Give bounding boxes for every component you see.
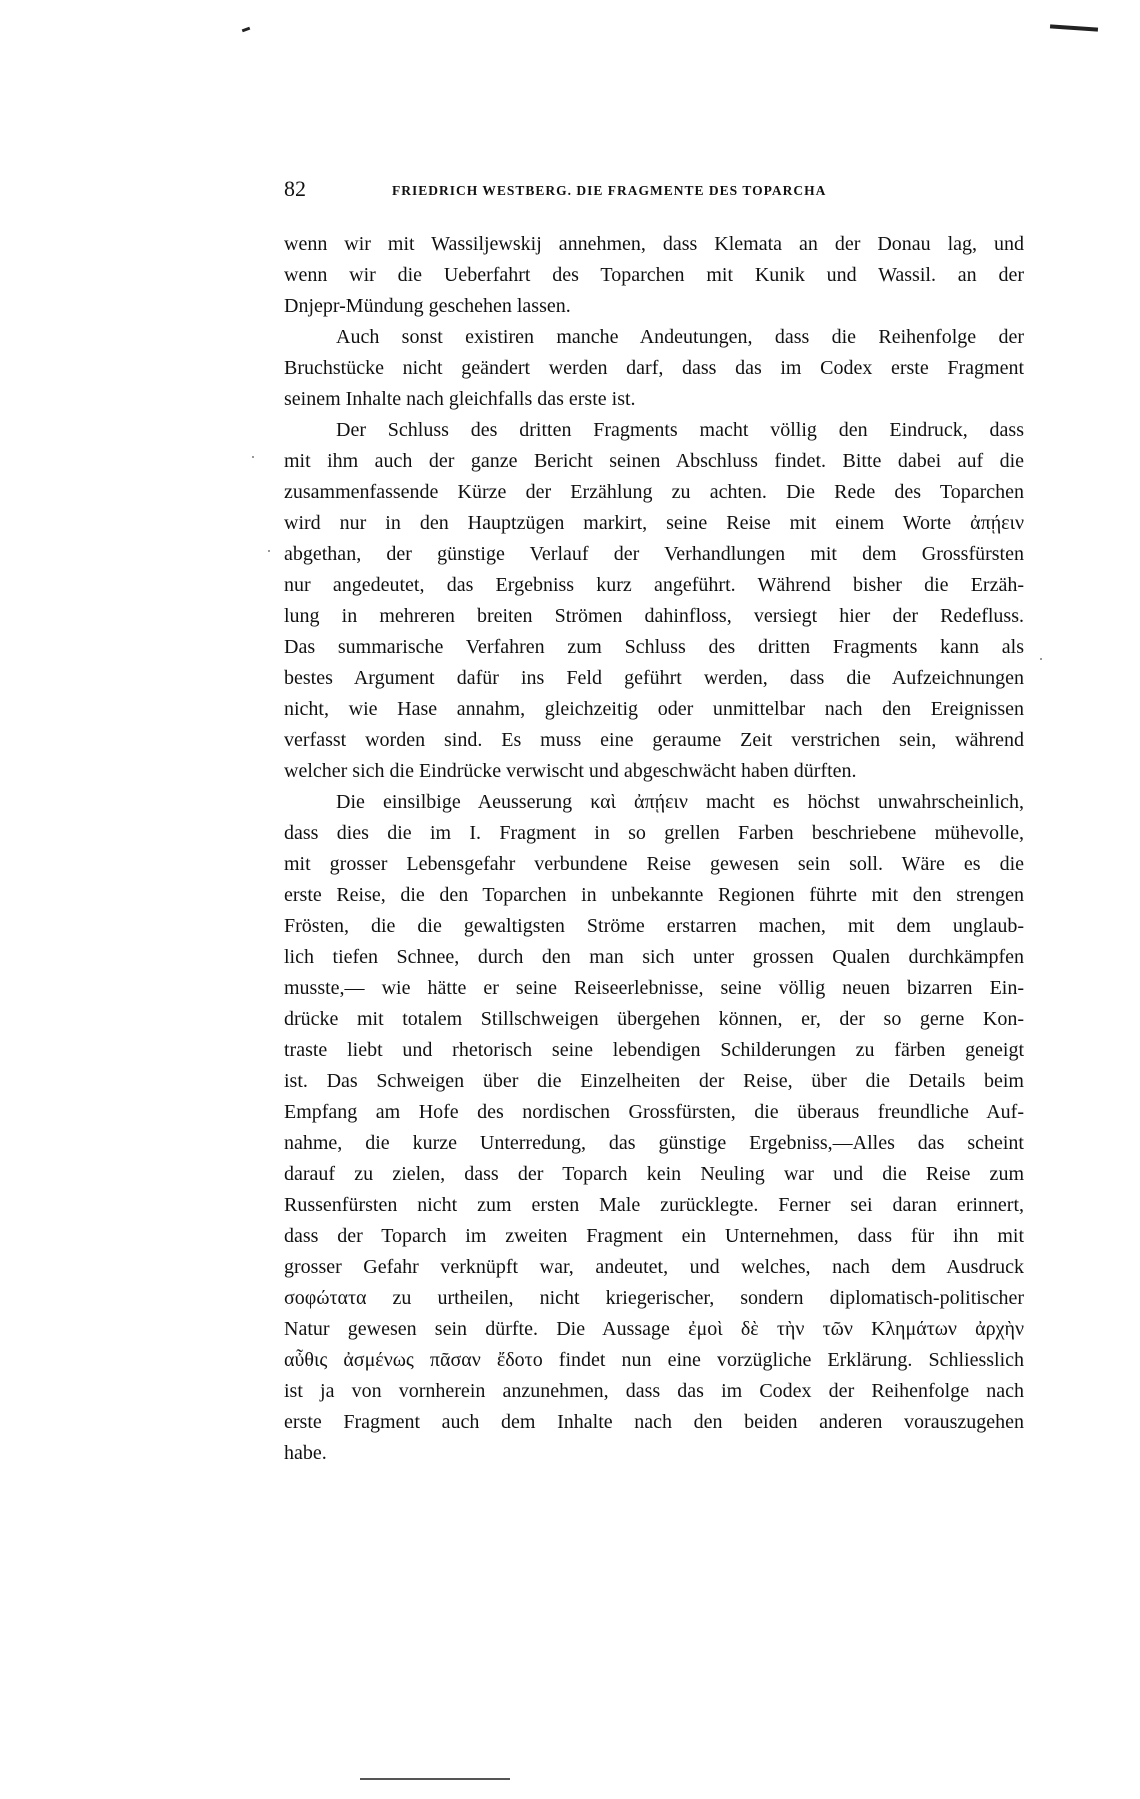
text-line: mit ihm auch der ganze Bericht seinen Abschluss findet. Bitte dabei auf die (284, 450, 1024, 472)
text-line: lich tiefen Schnee, durch den man sich unter grossen Qualen durchkämpfen (284, 946, 1024, 968)
text-line: wenn wir mit Wassiljewskij annehmen, dass Klemata an der Donau lag, und (284, 233, 1024, 255)
body-text (284, 229, 1024, 1469)
text-line: Russenfürsten nicht zum ersten Male zurücklegte. Ferner sei daran erinnert, (284, 1194, 1024, 1216)
text-line: darauf zu zielen, dass der Toparch kein Neuling war und die Reise zum (284, 1163, 1024, 1185)
text-line: musste,— wie hätte er seine Reiseerlebnisse, seine völlig neuen bizarren Ein- (284, 977, 1024, 999)
text-line: nicht, wie Hase annahm, gleichzeitig oder unmittelbar nach den Ereignissen (284, 698, 1024, 720)
text-line: dass der Toparch im zweiten Fragment ein Unternehmen, dass für ihn mit (284, 1225, 1024, 1247)
page-number: 82 (284, 176, 306, 201)
text-line: habe. (284, 1442, 327, 1464)
margin-speck (1040, 658, 1042, 660)
text-line: ist. Das Schweigen über die Einzelheiten der Reise, über die Details beim (284, 1070, 1024, 1092)
text-line: erste Fragment auch dem Inhalte nach den beiden anderen vorauszugehen (284, 1411, 1024, 1433)
text-line: erste Reise, die den Toparchen in unbekannte Regionen führte mit den strengen (284, 884, 1024, 906)
text-line: lung in mehreren breiten Strömen dahinfloss, versiegt hier der Redefluss. (284, 605, 1024, 627)
text-line: dass dies die im I. Fragment in so grellen Farben beschriebene mühevolle, (284, 822, 1024, 844)
text-line: Frösten, die die gewaltigsten Ströme erstarren machen, mit dem unglaub- (284, 915, 1024, 937)
scan-mark (242, 27, 251, 33)
text-line: wenn wir die Ueberfahrt des Toparchen mit Kunik und Wassil. an der (284, 264, 1024, 286)
text-line: wird nur in den Hauptzügen markirt, seine Reise mit einem Worte ἀπῄειν (284, 512, 1024, 534)
text-line: welcher sich die Eindrücke verwischt und abgeschwächt haben dürften. (284, 760, 857, 782)
text-line: grosser Gefahr verknüpft war, andeutet, und welches, nach dem Ausdruck (284, 1256, 1024, 1278)
text-line: drücke mit totalem Stillschweigen übergehen können, er, der so gerne Kon- (284, 1008, 1024, 1030)
text-line: bestes Argument dafür ins Feld geführt werden, dass die Aufzeichnungen (284, 667, 1024, 689)
scan-mark (1050, 24, 1098, 31)
text-line: αὖθις ἀσμένως πᾶσαν ἔδοτο findet nun eine vorzügliche Erklärung. Schliesslich (284, 1349, 1024, 1371)
text-line: Das summarische Verfahren zum Schluss des dritten Fragments kann als (284, 636, 1024, 658)
text-line: nur angedeutet, das Ergebniss kurz angeführt. Während bisher die Erzäh- (284, 574, 1024, 596)
text-line: verfasst worden sind. Es muss eine geraume Zeit verstrichen sein, während (284, 729, 1024, 751)
text-line: seinem Inhalte nach gleichfalls das erste ist. (284, 388, 636, 410)
margin-speck (252, 456, 254, 458)
text-line: Der Schluss des dritten Fragments macht völlig den Eindruck, dass (336, 419, 1024, 441)
footer-rule (360, 1778, 510, 1780)
text-line: abgethan, der günstige Verlauf der Verhandlungen mit dem Grossfürsten (284, 543, 1024, 565)
text-line: Die einsilbige Aeusserung καὶ ἀπῄειν macht es höchst unwahrscheinlich, (336, 791, 1024, 813)
text-line: Bruchstücke nicht geändert werden darf, dass das im Codex erste Fragment (284, 357, 1024, 379)
text-line: σοφώτατα zu urtheilen, nicht kriegerischer, sondern diplomatisch-politischer (284, 1287, 1024, 1309)
text-line: Empfang am Hofe des nordischen Grossfürsten, die überaus freundliche Auf- (284, 1101, 1024, 1123)
text-line: traste liebt und rhetorisch seine lebendigen Schilderungen zu färben geneigt (284, 1039, 1024, 1061)
running-head: FRIEDRICH WESTBERG. DIE FRAGMENTE DES TOPARCHA (392, 183, 827, 198)
page-header (284, 176, 1024, 206)
text-line: Dnjepr-Mündung geschehen lassen. (284, 295, 571, 317)
text-line: Natur gewesen sein dürfte. Die Aussage ἐμοὶ δὲ τὴν τῶν Κλημάτων ἀρχὴν (284, 1318, 1024, 1340)
text-line: mit grosser Lebensgefahr verbundene Reise gewesen sein soll. Wäre es die (284, 853, 1024, 875)
text-line: nahme, die kurze Unterredung, das günstige Ergebniss,—Alles das scheint (284, 1132, 1024, 1154)
margin-speck (268, 550, 270, 552)
text-line: ist ja von vornherein anzunehmen, dass das im Codex der Reihenfolge nach (284, 1380, 1024, 1402)
text-line: Auch sonst existiren manche Andeutungen, dass die Reihenfolge der (336, 326, 1024, 348)
text-line: zusammenfassende Kürze der Erzählung zu achten. Die Rede des Toparchen (284, 481, 1024, 503)
